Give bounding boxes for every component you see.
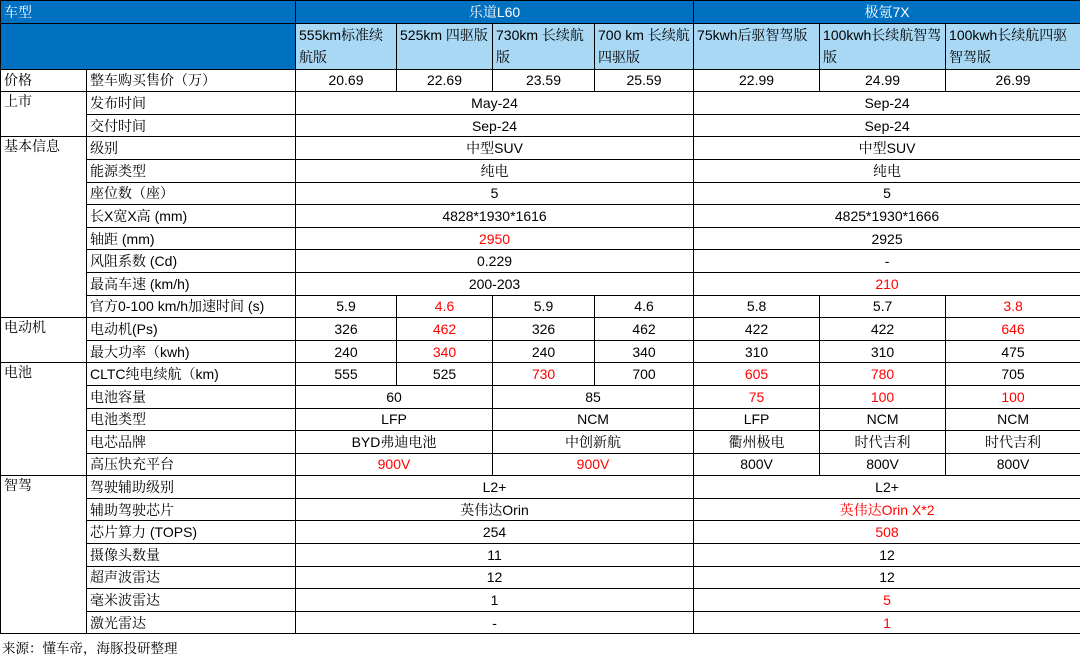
value-cell: 310: [820, 340, 946, 363]
row-label: 交付时间: [87, 114, 296, 137]
value-cell: LFP: [694, 408, 820, 431]
value-cell: 22.99: [694, 69, 820, 92]
row-label: 官方0-100 km/h加速时间 (s): [87, 295, 296, 318]
value-cell: NCM: [493, 408, 694, 431]
value-cell: 700: [595, 363, 694, 386]
value-cell: 705: [946, 363, 1080, 386]
row-label: 驾驶辅助级别: [87, 476, 296, 499]
value-cell: Sep-24: [694, 92, 1080, 115]
table-row: [1, 363, 1080, 386]
value-cell: 210: [694, 272, 1080, 295]
category-cell: 基本信息: [1, 137, 87, 318]
value-cell: 310: [694, 340, 820, 363]
value-cell: 1: [296, 589, 694, 612]
row-label: 芯片算力 (TOPS): [87, 521, 296, 544]
row-label: 整车购买售价（万）: [87, 69, 296, 92]
table-row: [1, 137, 1080, 160]
table-row: [1, 227, 1080, 250]
value-cell: 25.59: [595, 69, 694, 92]
value-cell: 60: [296, 385, 493, 408]
value-cell: 462: [595, 318, 694, 341]
value-cell: 508: [694, 521, 1080, 544]
value-cell: 3.8: [946, 295, 1080, 318]
brand-zeekr7x-header: 极氪7X: [694, 1, 1080, 24]
value-cell: 20.69: [296, 69, 397, 92]
row-label: 毫米波雷达: [87, 589, 296, 612]
value-cell: 800V: [820, 453, 946, 476]
value-cell: 5.9: [493, 295, 595, 318]
row-label: 辅助驾驶芯片: [87, 498, 296, 521]
value-cell: 254: [296, 521, 694, 544]
category-cell: 价格: [1, 69, 87, 92]
value-cell: 4.6: [595, 295, 694, 318]
value-cell: Sep-24: [296, 114, 694, 137]
variant-header-row: [1, 23, 1080, 69]
table-row: [1, 589, 1080, 612]
value-cell: 326: [493, 318, 595, 341]
value-cell: 5.7: [820, 295, 946, 318]
table-row: [1, 205, 1080, 228]
table-row: [1, 295, 1080, 318]
value-cell: 4.6: [397, 295, 493, 318]
table-row: [1, 250, 1080, 273]
row-label: 激光雷达: [87, 611, 296, 634]
table-row: [1, 385, 1080, 408]
value-cell: 24.99: [820, 69, 946, 92]
value-cell: 英伟达Orin X*2: [694, 498, 1080, 521]
table-row: [1, 114, 1080, 137]
row-label: 级别: [87, 137, 296, 160]
value-cell: 12: [694, 544, 1080, 567]
row-label: 电池类型: [87, 408, 296, 431]
row-label: 能源类型: [87, 159, 296, 182]
row-label: 电芯品牌: [87, 431, 296, 454]
value-cell: 衢州极电: [694, 431, 820, 454]
row-label: 超声波雷达: [87, 566, 296, 589]
table-row: [1, 340, 1080, 363]
brand-header-row: [1, 1, 1080, 24]
value-cell: 340: [397, 340, 493, 363]
category-cell: 智驾: [1, 476, 87, 634]
value-cell: 5: [694, 182, 1080, 205]
category-cell: 电池: [1, 363, 87, 476]
table-row: [1, 476, 1080, 499]
value-cell: LFP: [296, 408, 493, 431]
table-row: [1, 566, 1080, 589]
row-label: 座位数（座）: [87, 182, 296, 205]
row-label: 电动机(Ps): [87, 318, 296, 341]
value-cell: 5: [296, 182, 694, 205]
row-label: 发布时间: [87, 92, 296, 115]
value-cell: NCM: [946, 408, 1080, 431]
value-cell: -: [694, 250, 1080, 273]
table-row: [1, 92, 1080, 115]
value-cell: 85: [493, 385, 694, 408]
row-label: 轴距 (mm): [87, 227, 296, 250]
value-cell: 605: [694, 363, 820, 386]
value-cell: Sep-24: [694, 114, 1080, 137]
value-cell: 中创新航: [493, 431, 694, 454]
value-cell: 中型SUV: [694, 137, 1080, 160]
brand-l60-header: 乐道L60: [296, 1, 694, 24]
value-cell: 23.59: [493, 69, 595, 92]
source-note: 来源：懂车帝，海豚投研整理: [2, 641, 178, 656]
table-row: [1, 498, 1080, 521]
value-cell: 422: [694, 318, 820, 341]
value-cell: 1: [694, 611, 1080, 634]
category-cell: 电动机: [1, 318, 87, 363]
variant-header: 75kwh后驱智驾版: [694, 23, 820, 69]
value-cell: 555: [296, 363, 397, 386]
value-cell: 12: [296, 566, 694, 589]
value-cell: 4825*1930*1666: [694, 205, 1080, 228]
value-cell: May-24: [296, 92, 694, 115]
row-label: 电池容量: [87, 385, 296, 408]
value-cell: 75: [694, 385, 820, 408]
value-cell: 462: [397, 318, 493, 341]
table-row: [1, 611, 1080, 634]
value-cell: 900V: [296, 453, 493, 476]
value-cell: 11: [296, 544, 694, 567]
value-cell: 900V: [493, 453, 694, 476]
value-cell: 240: [493, 340, 595, 363]
model-header-spacer: [1, 23, 296, 69]
table-row: [1, 182, 1080, 205]
value-cell: -: [296, 611, 694, 634]
table-row: [1, 159, 1080, 182]
table-row: [1, 431, 1080, 454]
variant-header: 555km标准续航版: [296, 23, 397, 69]
value-cell: BYD弗迪电池: [296, 431, 493, 454]
value-cell: 780: [820, 363, 946, 386]
table-row: [1, 318, 1080, 341]
value-cell: 0.229: [296, 250, 694, 273]
value-cell: 525: [397, 363, 493, 386]
variant-header: 100kwh长续航四驱智驾版: [946, 23, 1080, 69]
row-label: CLTC纯电续航（km): [87, 363, 296, 386]
variant-header: 525km 四驱版: [397, 23, 493, 69]
value-cell: 5.9: [296, 295, 397, 318]
value-cell: L2+: [694, 476, 1080, 499]
value-cell: 5.8: [694, 295, 820, 318]
value-cell: 200-203: [296, 272, 694, 295]
value-cell: 中型SUV: [296, 137, 694, 160]
table-row: [1, 453, 1080, 476]
value-cell: 240: [296, 340, 397, 363]
value-cell: 100: [820, 385, 946, 408]
value-cell: 26.99: [946, 69, 1080, 92]
row-label: 长X宽X高 (mm): [87, 205, 296, 228]
model-header-cell: 车型: [1, 1, 296, 24]
variant-header: 100kwh长续航智驾版: [820, 23, 946, 69]
table-row: [1, 272, 1080, 295]
value-cell: NCM: [820, 408, 946, 431]
category-cell: 上市: [1, 92, 87, 137]
row-label: 高压快充平台: [87, 453, 296, 476]
value-cell: 730: [493, 363, 595, 386]
value-cell: 326: [296, 318, 397, 341]
value-cell: 100: [946, 385, 1080, 408]
value-cell: 800V: [694, 453, 820, 476]
value-cell: 英伟达Orin: [296, 498, 694, 521]
value-cell: 纯电: [296, 159, 694, 182]
value-cell: 800V: [946, 453, 1080, 476]
value-cell: 422: [820, 318, 946, 341]
value-cell: 4828*1930*1616: [296, 205, 694, 228]
row-label: 风阻系数 (Cd): [87, 250, 296, 273]
value-cell: 时代吉利: [946, 431, 1080, 454]
value-cell: 12: [694, 566, 1080, 589]
value-cell: L2+: [296, 476, 694, 499]
value-cell: 5: [694, 589, 1080, 612]
value-cell: 2925: [694, 227, 1080, 250]
value-cell: 22.69: [397, 69, 493, 92]
row-label: 摄像头数量: [87, 544, 296, 567]
value-cell: 时代吉利: [820, 431, 946, 454]
table-row: [1, 69, 1080, 92]
value-cell: 纯电: [694, 159, 1080, 182]
row-label: 最高车速 (km/h): [87, 272, 296, 295]
value-cell: 646: [946, 318, 1080, 341]
row-label: 最大功率（kwh): [87, 340, 296, 363]
value-cell: 340: [595, 340, 694, 363]
variant-header: 700 km 长续航四驱版: [595, 23, 694, 69]
table-row: [1, 408, 1080, 431]
value-cell: 475: [946, 340, 1080, 363]
variant-header: 730km 长续航版: [493, 23, 595, 69]
table-row: [1, 544, 1080, 567]
value-cell: 2950: [296, 227, 694, 250]
table-row: [1, 521, 1080, 544]
